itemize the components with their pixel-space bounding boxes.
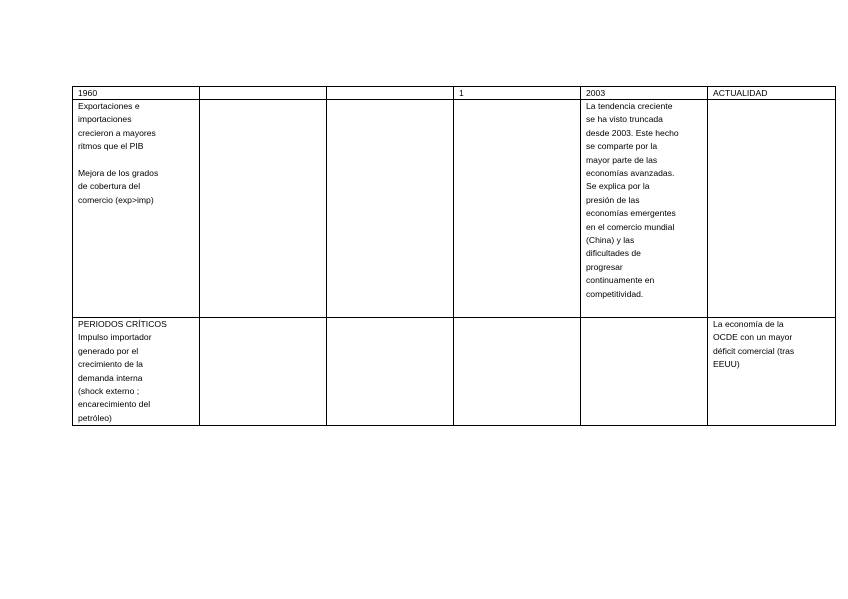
header-label: 2003 xyxy=(586,88,606,98)
header-label: ACTUALIDAD xyxy=(713,88,768,98)
table-cell xyxy=(73,100,200,318)
cell-text: Exportaciones e importaciones crecieron a mayores ritmos que el PIB Mejora de los grados de cobertura del comercio (exp>imp) xyxy=(78,101,159,205)
table-cell xyxy=(708,318,836,426)
header-cell-empty xyxy=(327,87,454,100)
comparison-table xyxy=(72,86,836,426)
cell-text: La economía de la OCDE con un mayor déficit comercial (tras EEUU) xyxy=(713,319,795,370)
cell-text: PERIODOS CRÍTICOS Impulso importador generado por el crecimiento de la demanda interna (shock externo ; encarecimiento del petróleo) xyxy=(78,319,167,423)
table-row xyxy=(73,100,836,318)
header-cell-1 xyxy=(454,87,581,100)
table-cell xyxy=(327,318,454,426)
table-row xyxy=(73,318,836,426)
header-label: 1 xyxy=(459,88,464,98)
table-cell xyxy=(581,100,708,318)
cell-text: La tendencia creciente se ha visto truncada desde 2003. Este hecho se comparte por la mayor parte de las economías avanzadas. Se explica por la presión de las economías emergentes en el comercio mundial (China) y las dificultades de progresar continuamente en competitividad. xyxy=(586,101,679,299)
table-cell xyxy=(581,318,708,426)
header-cell-actualidad xyxy=(708,87,836,100)
table-cell xyxy=(454,100,581,318)
table-header-row xyxy=(73,87,836,100)
table-cell xyxy=(73,318,200,426)
table-cell xyxy=(327,100,454,318)
table-cell xyxy=(200,100,327,318)
header-label: 1960 xyxy=(78,88,98,98)
table-cell xyxy=(200,318,327,426)
header-cell-1960 xyxy=(73,87,200,100)
header-cell-2003 xyxy=(581,87,708,100)
table-cell xyxy=(708,100,836,318)
header-cell-empty xyxy=(200,87,327,100)
table-cell xyxy=(454,318,581,426)
